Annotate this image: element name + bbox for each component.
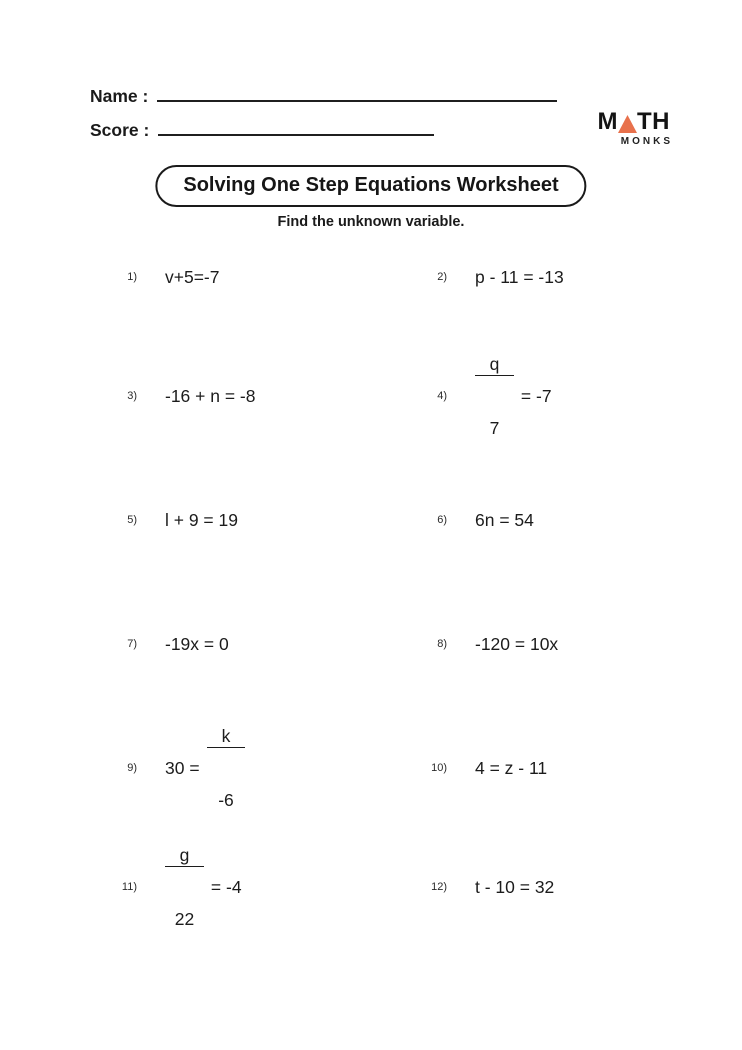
problem-number: 3) <box>127 390 137 402</box>
logo-letters-th: TH <box>637 108 670 135</box>
problem-11 <box>109 845 242 929</box>
problem-6 <box>419 490 534 550</box>
problem-10 <box>419 738 547 798</box>
fraction-numerator: q <box>475 354 514 376</box>
score-label: Score : <box>90 120 150 140</box>
equation-text <box>165 805 242 969</box>
problem-8 <box>419 614 558 674</box>
problem-number: 12) <box>431 881 447 893</box>
score-underline <box>158 118 434 136</box>
problem-number: 7) <box>127 638 137 650</box>
fraction-denominator: 7 <box>489 417 500 438</box>
equation-text: 4 = z - 11 <box>475 757 548 778</box>
fraction <box>475 314 514 478</box>
fraction <box>165 805 204 969</box>
name-label: Name : <box>90 86 149 106</box>
equation-text: 6n = 54 <box>475 509 534 530</box>
name-underline <box>157 84 557 102</box>
orange-triangle-icon <box>618 115 637 133</box>
problem-number: 8) <box>437 638 447 650</box>
equation-suffix: = -4 <box>210 876 242 897</box>
problem-number: 5) <box>127 514 137 526</box>
equation-text <box>475 314 552 478</box>
equation-text: -16 + n = -8 <box>165 385 256 406</box>
equation-text: -120 = 10x <box>475 633 559 654</box>
problem-5 <box>109 490 238 550</box>
equation-text: t - 10 = 32 <box>475 876 555 897</box>
logo-letter-m: M <box>597 108 618 135</box>
math-monks-logo <box>598 110 671 147</box>
problem-12 <box>419 857 554 917</box>
problem-number: 6) <box>437 514 447 526</box>
logo-subtitle: MONKS <box>620 136 673 147</box>
problem-number: 9) <box>127 762 137 774</box>
problem-number: 10) <box>431 762 447 774</box>
equation-suffix: = -7 <box>520 385 552 406</box>
problem-9 <box>109 726 245 810</box>
worksheet-instruction: Find the unknown variable. <box>277 214 465 230</box>
worksheet-title: Solving One Step Equations Worksheet <box>155 165 586 207</box>
equation-text: v+5=-7 <box>165 266 220 287</box>
equation-prefix: 30 = <box>165 757 200 778</box>
fraction-denominator: -6 <box>218 789 234 810</box>
fraction-denominator: 22 <box>174 908 195 929</box>
problem-4 <box>419 354 552 438</box>
problem-3 <box>109 366 255 426</box>
problem-1 <box>109 247 219 307</box>
problem-7 <box>109 614 229 674</box>
problem-number: 4) <box>437 390 447 402</box>
problem-number: 11) <box>121 881 137 893</box>
equation-text: l + 9 = 19 <box>165 509 238 530</box>
problem-number: 1) <box>127 271 137 283</box>
logo-wordmark <box>598 110 671 134</box>
fraction-numerator: k <box>207 726 246 748</box>
problem-2 <box>419 247 564 307</box>
score-field-row <box>90 118 434 141</box>
equation-text: -19x = 0 <box>165 633 229 654</box>
problem-number: 2) <box>437 271 447 283</box>
equation-text: p - 11 = -13 <box>475 266 564 287</box>
name-field-row <box>90 84 557 107</box>
fraction-numerator: g <box>165 845 204 867</box>
